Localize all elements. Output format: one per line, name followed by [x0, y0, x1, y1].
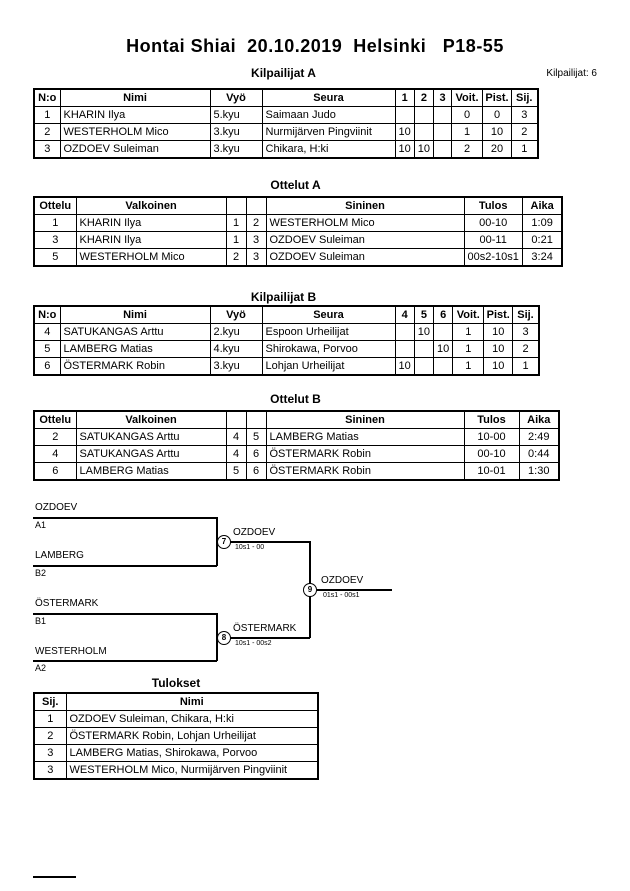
match-row	[34, 429, 559, 446]
bracket-semi2-score: 10s1 - 00s2	[235, 640, 272, 647]
cell-time: 1:09	[522, 215, 562, 232]
cell-blue-no: 5	[246, 429, 266, 446]
cell-wins: 1	[453, 358, 484, 376]
cell-points: 0	[483, 107, 512, 124]
cell-place: 3	[34, 762, 66, 780]
cell-belt: 3.kyu	[210, 141, 262, 159]
bracket-line	[317, 589, 392, 591]
bracket-semi2-bottom-seed: A2	[35, 663, 47, 673]
header-result: Tulos	[464, 197, 522, 215]
header-name: Nimi	[60, 306, 210, 324]
header-match: Ottelu	[34, 197, 76, 215]
cell-blue-no: 3	[246, 232, 266, 249]
cell-m3	[434, 107, 452, 124]
cell-place: 3	[34, 745, 66, 762]
cell-m1	[395, 341, 414, 358]
matches-a-title: Ottelut A	[270, 178, 321, 192]
cell-white-no: 4	[226, 446, 246, 463]
cell-m2	[414, 107, 433, 124]
cell-result: 00-10	[464, 215, 522, 232]
cell-points: 10	[484, 358, 513, 376]
cell-m2	[414, 341, 433, 358]
cell-club: Nurmijärven Pingviinit	[262, 124, 395, 141]
cell-blue-no: 6	[246, 463, 266, 481]
cell-white-no: 5	[226, 463, 246, 481]
cell-m1: 10	[395, 358, 414, 376]
pool-a-header-row	[34, 89, 538, 107]
cell-blue-name: ÖSTERMARK Robin	[266, 446, 464, 463]
cell-time: 2:49	[519, 429, 559, 446]
cell-m3	[434, 358, 453, 376]
cell-no: 2	[34, 124, 60, 141]
header-place: Sij.	[513, 306, 539, 324]
matches-b-table	[33, 410, 560, 481]
cell-match-no: 2	[34, 429, 76, 446]
cell-time: 1:30	[519, 463, 559, 481]
header-m1: 4	[395, 306, 414, 324]
bracket-final-score: 01s1 - 00s1	[323, 592, 360, 599]
cell-time: 0:44	[519, 446, 559, 463]
cell-name: LAMBERG Matias, Shirokawa, Porvoo	[66, 745, 318, 762]
cell-belt: 3.kyu	[210, 358, 262, 376]
cell-club: Chikara, H:ki	[262, 141, 395, 159]
matches-a-header-row	[34, 197, 562, 215]
result-row	[34, 762, 318, 780]
final-bracket	[33, 500, 463, 680]
cell-white-name: WESTERHOLM Mico	[76, 249, 226, 267]
header-time: Aika	[522, 197, 562, 215]
cell-result: 10-00	[464, 429, 519, 446]
cell-blue-name: ÖSTERMARK Robin	[266, 463, 464, 481]
header-blue: Sininen	[266, 411, 464, 429]
cell-blue-no: 2	[246, 215, 266, 232]
cell-place: 2	[34, 728, 66, 745]
cell-club: Saimaan Judo	[262, 107, 395, 124]
cell-belt: 2.kyu	[210, 324, 262, 341]
bracket-semi2-top-name: ÖSTERMARK	[35, 598, 99, 609]
header-m1: 1	[395, 89, 414, 107]
page-title: Hontai Shiai 20.10.2019 Helsinki P18-55	[126, 36, 504, 56]
header-result: Tulos	[464, 411, 519, 429]
results-table	[33, 692, 319, 780]
competitor-row	[34, 358, 539, 376]
cell-blue-name: LAMBERG Matias	[266, 429, 464, 446]
cell-place: 1	[34, 711, 66, 728]
results-header-row	[34, 693, 318, 711]
result-row	[34, 745, 318, 762]
header-white: Valkoinen	[76, 197, 226, 215]
bracket-semi2-winner: ÖSTERMARK	[233, 623, 297, 634]
cell-white-no: 4	[226, 429, 246, 446]
matches-a-table	[33, 196, 563, 267]
pool-b-title: Kilpailijat B	[250, 290, 317, 304]
cell-white-name: LAMBERG Matias	[76, 463, 226, 481]
cell-wins: 0	[452, 107, 483, 124]
header-points: Pist.	[484, 306, 513, 324]
cell-blue-name: WESTERHOLM Mico	[266, 215, 464, 232]
header-belt: Vyö	[210, 89, 262, 107]
match-row	[34, 446, 559, 463]
cell-m1	[395, 324, 414, 341]
cell-m2: 10	[414, 324, 433, 341]
cell-m3	[434, 324, 453, 341]
cell-blue-no: 3	[246, 249, 266, 267]
cell-belt: 4.kyu	[210, 341, 262, 358]
match-row	[34, 249, 562, 267]
cell-m2: 10	[414, 141, 433, 159]
cell-wins: 2	[452, 141, 483, 159]
cell-wins: 1	[453, 324, 484, 341]
bracket-match9-number: 9	[303, 583, 317, 597]
cell-blue-name: OZDOEV Suleiman	[266, 249, 464, 267]
bracket-line	[33, 660, 217, 662]
cell-points: 10	[483, 124, 512, 141]
cell-place: 1	[512, 141, 538, 159]
bracket-semi1-top-name: OZDOEV	[35, 502, 78, 513]
header-no: N:o	[34, 89, 60, 107]
header-belt: Vyö	[210, 306, 262, 324]
pool-b-header-row	[34, 306, 539, 324]
cell-points: 20	[483, 141, 512, 159]
cell-m1: 10	[395, 141, 414, 159]
bracket-final-winner: OZDOEV	[321, 575, 364, 586]
bracket-match7-number: 7	[217, 535, 231, 549]
match-row	[34, 215, 562, 232]
cell-match-no: 1	[34, 215, 76, 232]
header-m2: 2	[414, 89, 433, 107]
matches-b-header-row	[34, 411, 559, 429]
cell-place: 2	[512, 124, 538, 141]
cell-blue-no: 6	[246, 446, 266, 463]
cell-m2	[414, 358, 433, 376]
cell-belt: 5.kyu	[210, 107, 262, 124]
competitors-count: Kilpailijat: 6	[546, 68, 597, 79]
cell-club: Shirokawa, Porvoo	[262, 341, 395, 358]
cell-no: 4	[34, 324, 60, 341]
bracket-semi1-top-seed: A1	[35, 520, 47, 530]
cell-points: 10	[484, 324, 513, 341]
cell-wins: 1	[453, 341, 484, 358]
bracket-line	[33, 565, 217, 567]
cell-name: ÖSTERMARK Robin, Lohjan Urheilijat	[66, 728, 318, 745]
competitor-row	[34, 141, 538, 159]
header-club: Seura	[262, 306, 395, 324]
cell-white-name: KHARIN Ilya	[76, 215, 226, 232]
cell-no: 3	[34, 141, 60, 159]
cell-name: OZDOEV Suleiman	[60, 141, 210, 159]
cell-m1: 10	[395, 124, 414, 141]
cell-club: Espoon Urheilijat	[262, 324, 395, 341]
header-no: N:o	[34, 306, 60, 324]
competitor-row	[34, 341, 539, 358]
cell-place: 3	[513, 324, 539, 341]
cell-name: KHARIN Ilya	[60, 107, 210, 124]
matches-b-title: Ottelut B	[270, 392, 321, 406]
cell-white-name: SATUKANGAS Arttu	[76, 446, 226, 463]
footer-rule	[33, 876, 76, 878]
header-m2: 5	[414, 306, 433, 324]
cell-white-name: SATUKANGAS Arttu	[76, 429, 226, 446]
cell-name: OZDOEV Suleiman, Chikara, H:ki	[66, 711, 318, 728]
cell-white-name: KHARIN Ilya	[76, 232, 226, 249]
cell-result: 00-10	[464, 446, 519, 463]
header-points: Pist.	[483, 89, 512, 107]
bracket-line	[230, 637, 310, 639]
header-club: Seura	[262, 89, 395, 107]
header-name: Nimi	[60, 89, 210, 107]
header-white: Valkoinen	[76, 411, 226, 429]
cell-m3: 10	[434, 341, 453, 358]
match-row	[34, 463, 559, 481]
cell-name: WESTERHOLM Mico	[60, 124, 210, 141]
cell-match-no: 4	[34, 446, 76, 463]
cell-m2	[414, 124, 433, 141]
match-row	[34, 232, 562, 249]
cell-name: WESTERHOLM Mico, Nurmijärven Pingviinit	[66, 762, 318, 780]
results-title: Tulokset	[151, 676, 201, 690]
cell-place: 3	[512, 107, 538, 124]
header-m3: 6	[434, 306, 453, 324]
cell-no: 5	[34, 341, 60, 358]
cell-m3	[434, 124, 452, 141]
bracket-line	[33, 517, 217, 519]
header-place: Sij.	[512, 89, 538, 107]
header-wins: Voit.	[452, 89, 483, 107]
header-match: Ottelu	[34, 411, 76, 429]
pool-a-table	[33, 88, 539, 159]
cell-name: SATUKANGAS Arttu	[60, 324, 210, 341]
cell-place: 2	[513, 341, 539, 358]
pool-b-table	[33, 305, 540, 376]
cell-match-no: 5	[34, 249, 76, 267]
cell-white-no: 1	[226, 215, 246, 232]
bracket-semi2-bottom-name: WESTERHOLM	[35, 646, 107, 657]
cell-m3	[434, 141, 452, 159]
bracket-match8-number: 8	[217, 631, 231, 645]
header-blue: Sininen	[266, 197, 464, 215]
cell-name: ÖSTERMARK Robin	[60, 358, 210, 376]
cell-result: 00-11	[464, 232, 522, 249]
header-place: Sij.	[34, 693, 66, 711]
header-m3: 3	[434, 89, 452, 107]
cell-m1	[395, 107, 414, 124]
bracket-line	[33, 613, 217, 615]
competitor-row	[34, 107, 538, 124]
header-spacer	[226, 197, 246, 215]
pool-a-title: Kilpailijat A	[251, 66, 316, 80]
cell-match-no: 6	[34, 463, 76, 481]
bracket-semi1-winner: OZDOEV	[233, 527, 276, 538]
cell-white-no: 2	[226, 249, 246, 267]
cell-no: 1	[34, 107, 60, 124]
cell-blue-name: OZDOEV Suleiman	[266, 232, 464, 249]
bracket-line	[230, 541, 310, 543]
result-row	[34, 728, 318, 745]
competitor-row	[34, 324, 539, 341]
competitor-row	[34, 124, 538, 141]
header-name: Nimi	[66, 693, 318, 711]
cell-match-no: 3	[34, 232, 76, 249]
header-time: Aika	[519, 411, 559, 429]
cell-result: 10-01	[464, 463, 519, 481]
cell-white-no: 1	[226, 232, 246, 249]
cell-time: 0:21	[522, 232, 562, 249]
header-spacer	[246, 197, 266, 215]
header-spacer	[246, 411, 266, 429]
cell-result: 00s2-10s1	[464, 249, 522, 267]
cell-points: 10	[484, 341, 513, 358]
bracket-semi1-bottom-seed: B2	[35, 568, 47, 578]
bracket-semi2-top-seed: B1	[35, 616, 47, 626]
cell-wins: 1	[452, 124, 483, 141]
cell-place: 1	[513, 358, 539, 376]
cell-time: 3:24	[522, 249, 562, 267]
cell-name: LAMBERG Matias	[60, 341, 210, 358]
header-spacer	[226, 411, 246, 429]
bracket-semi1-score: 10s1 - 00	[235, 544, 265, 551]
cell-club: Lohjan Urheilijat	[262, 358, 395, 376]
header-wins: Voit.	[453, 306, 484, 324]
result-row	[34, 711, 318, 728]
cell-belt: 3.kyu	[210, 124, 262, 141]
bracket-semi1-bottom-name: LAMBERG	[35, 550, 84, 561]
cell-no: 6	[34, 358, 60, 376]
